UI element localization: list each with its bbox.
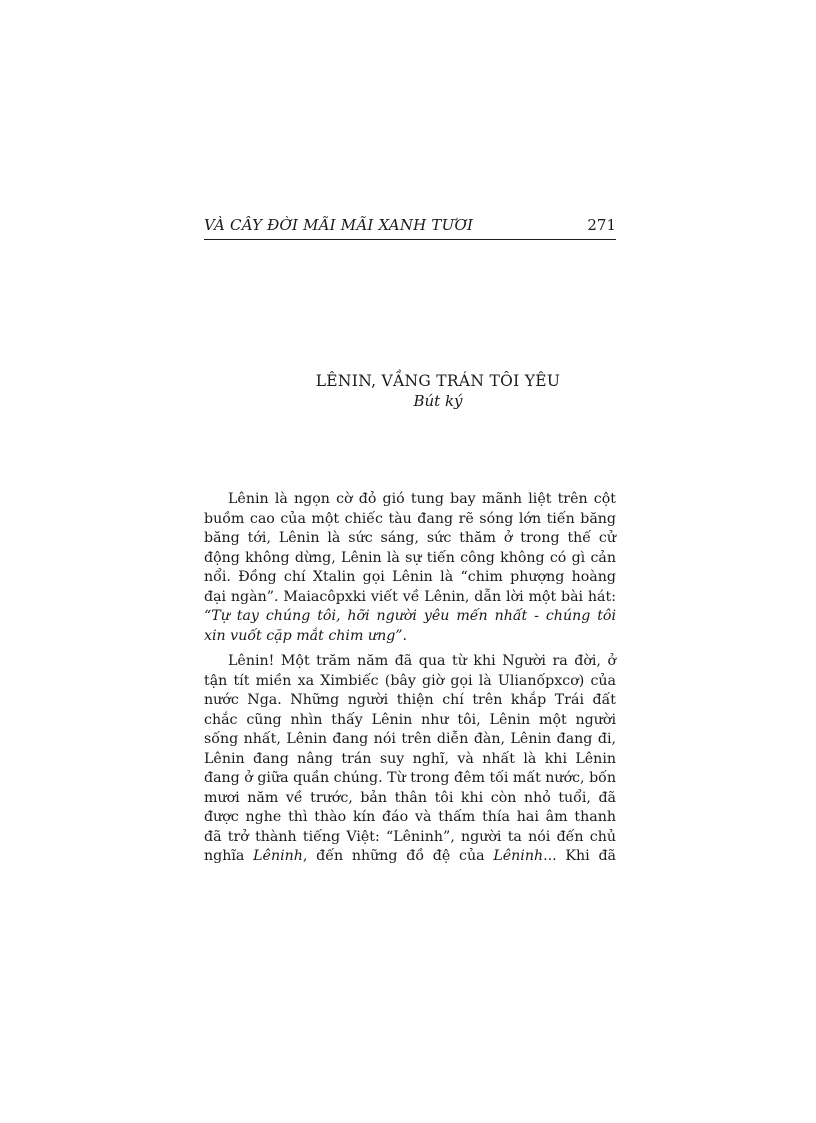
text-line bbox=[204, 847, 616, 867]
quote-line: xin vuốt cặp mắt chim ưng”. bbox=[204, 627, 408, 644]
text-line: đang ở giữa quần chúng. Từ trong đêm tối mất nước, bốn bbox=[204, 770, 616, 786]
text-line: Lênin là ngọn cờ đỏ gió tung bay mãnh liệt trên cột bbox=[228, 491, 616, 507]
text-run: ... Khi đã bbox=[543, 848, 616, 864]
text-line: được nghe thì thào kín đáo và thấm thía hai âm thanh bbox=[204, 809, 616, 825]
text-line: chắc cũng nhìn thấy Lênin như tôi, Lênin một người bbox=[204, 711, 616, 728]
text-line: nổi. Đồng chí Xtalin gọi Lênin là “chim phượng hoàng bbox=[204, 569, 616, 585]
text-line: đã trở thành tiếng Việt: “Lêninh”, người ta nói đến chủ bbox=[204, 828, 616, 845]
text-line: buồm cao của một chiếc tàu đang rẽ sóng lớn tiến băng bbox=[204, 510, 616, 527]
article-title: LÊNIN, VẦNG TRÁN TÔI YÊU bbox=[315, 372, 561, 390]
quote-line: “Tự tay chúng tôi, hỡi người yêu mến nhất - chúng tôi bbox=[204, 608, 616, 624]
text-line: nước Nga. Những người thiện chí trên khắp Trái đất bbox=[204, 692, 616, 708]
text-line: Lênin! Một trăm năm đã qua từ khi Người ra đời, ở bbox=[228, 653, 616, 669]
article-genre: Bút ký bbox=[413, 392, 463, 410]
text-line: tận tít miền xa Ximbiếc (bây giờ gọi là Ulianốpxcơ) của bbox=[204, 672, 616, 689]
text-line: đại ngàn”. Maiacôpxki viết về Lênin, dẫn lời một bài hát: bbox=[204, 588, 616, 605]
paragraph-1 bbox=[204, 490, 616, 646]
page-number: 271 bbox=[587, 216, 616, 234]
text-line: sống nhất, Lênin đang nói trên diễn đàn, Lênin đang đi, bbox=[204, 731, 616, 747]
text-line: mươi năm về trước, bản thân tôi khi còn nhỏ tuổi, đã bbox=[204, 789, 616, 806]
paragraph-2 bbox=[204, 652, 616, 867]
text-line: động không dừng, Lênin là sự tiến công không có gì cản bbox=[204, 549, 616, 566]
article-heading bbox=[204, 372, 616, 410]
running-title: VÀ CÂY ĐỜI MÃI MÃI XANH TƯƠI bbox=[204, 216, 474, 234]
emphasis-lenin: Lêninh bbox=[253, 848, 303, 864]
text-line: Lênin đang nâng trán suy nghĩ, và nhất là khi Lênin bbox=[204, 750, 616, 767]
text-run: , đến những đồ đệ của bbox=[302, 848, 494, 864]
article-body bbox=[204, 490, 616, 867]
text-run: nghĩa bbox=[204, 848, 254, 864]
text-line: băng tới, Lênin là sức sáng, sức thăm ở trong thế cử bbox=[204, 530, 616, 546]
emphasis-lenin: Lêninh bbox=[493, 848, 544, 864]
running-header bbox=[204, 216, 616, 240]
